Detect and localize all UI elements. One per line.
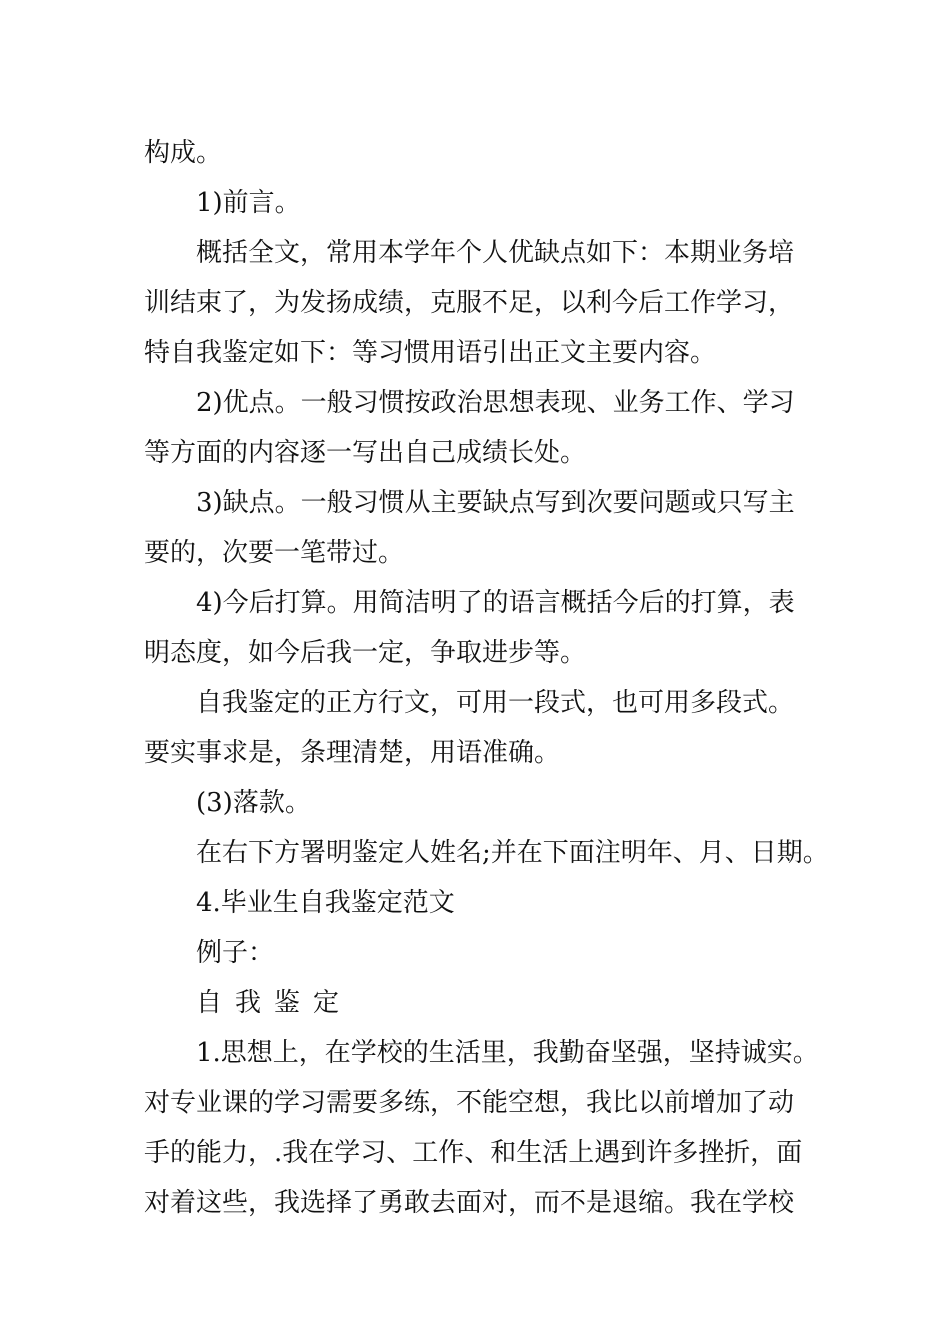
example-label: 例子： <box>196 938 275 968</box>
section-heading-plans: 4)今后打算。用简洁明了的语言概括今后的打算，表 <box>196 588 795 618</box>
paragraph-line: 概括全文，常用本学年个人优缺点如下：本期业务培 <box>196 238 795 268</box>
paragraph-line: 自我鉴定的正方行文，可用一段式，也可用多段式。 <box>196 688 795 718</box>
paragraph-line: 对着这些，我选择了勇敢去面对，而不是退缩。我在学校 <box>144 1188 795 1218</box>
paragraph-line: 1.思想上，在学校的生活里，我勤奋坚强，坚持诚实。 <box>196 1038 819 1068</box>
paragraph-line: 对专业课的学习需要多练，不能空想，我比以前增加了动 <box>144 1088 795 1118</box>
section-heading-strengths: 2)优点。一般习惯按政治思想表现、业务工作、学习 <box>196 388 795 418</box>
paragraph-line: 在右下方署明鉴定人姓名;并在下面注明年、月、日期。 <box>196 838 829 868</box>
paragraph-line: 等方面的内容逐一写出自己成绩长处。 <box>144 438 587 468</box>
section-heading-preface: 1)前言。 <box>196 188 301 218</box>
document-body <box>0 128 950 1228</box>
sample-title: 自我鉴定 <box>196 988 353 1018</box>
paragraph-line: 训结束了，为发扬成绩，克服不足，以利今后工作学习， <box>144 288 795 318</box>
section-heading-signature: (3)落款。 <box>196 788 311 818</box>
section-heading-sample: 4.毕业生自我鉴定范文 <box>196 888 455 918</box>
paragraph-line: 构成。 <box>144 138 223 168</box>
paragraph-line: 明态度，如今后我一定，争取进步等。 <box>144 638 587 668</box>
paragraph-line: 要的，次要一笔带过。 <box>144 538 405 568</box>
paragraph-line: 要实事求是，条理清楚，用语准确。 <box>144 738 561 768</box>
section-heading-weaknesses: 3)缺点。一般习惯从主要缺点写到次要问题或只写主 <box>196 488 795 518</box>
paragraph-line: 特自我鉴定如下：等习惯用语引出正文主要内容。 <box>144 338 717 368</box>
paragraph-line: 手的能力，.我在学习、工作、和生活上遇到许多挫折，面 <box>144 1138 803 1168</box>
